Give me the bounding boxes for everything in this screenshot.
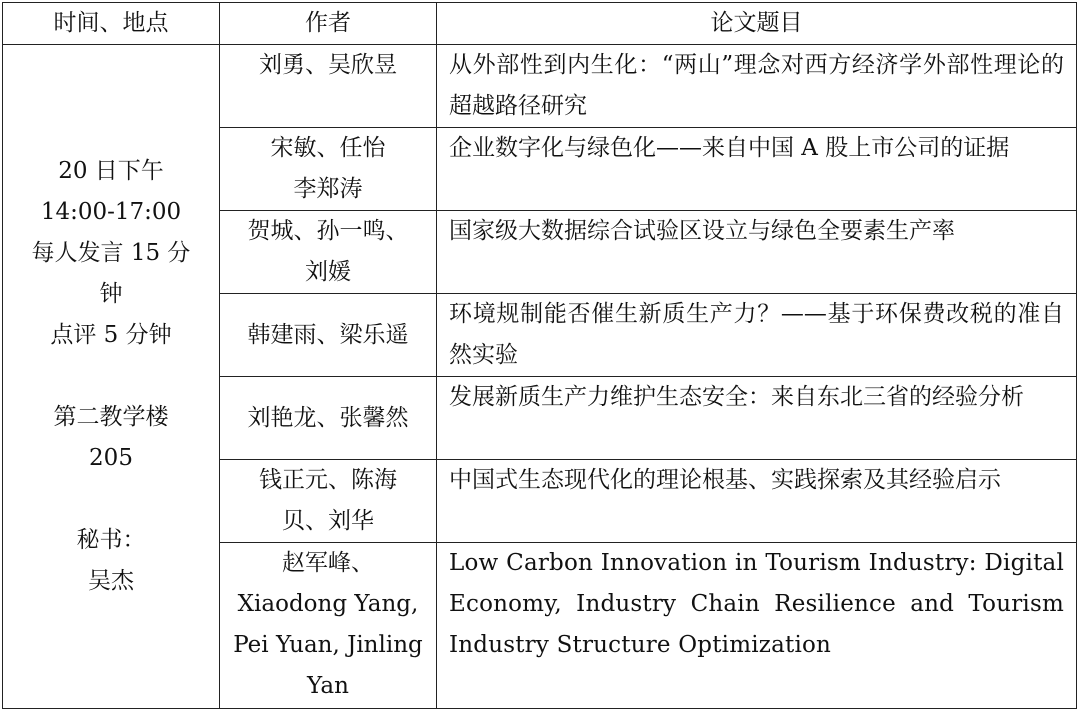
place-building: 第二教学楼 — [53, 404, 169, 430]
title-cell: 环境规制能否催生新质生产力？——基于环保费改税的准自然实验 — [437, 294, 1077, 377]
author-line: 李郑涛 — [293, 176, 363, 202]
author-cell — [220, 45, 437, 128]
speech-duration-cont: 钟 — [99, 281, 123, 307]
header-title: 论文题目 — [437, 3, 1077, 45]
session-date: 20 日下午 — [58, 158, 164, 184]
review-duration: 点评 5 分钟 — [50, 322, 172, 348]
author-line: 贺城、孙一鸣、 — [247, 218, 409, 244]
title-cell: 中国式生态现代化的理论根基、实践探索及其经验启示 — [437, 460, 1077, 543]
author-cell — [220, 211, 437, 294]
author-line: 赵军峰、 — [282, 550, 374, 576]
session-table — [2, 2, 1077, 709]
spacer — [9, 479, 213, 520]
author-line: 刘勇、吴欣昱 — [259, 52, 397, 78]
title-cell: 企业数字化与绿色化——来自中国 A 股上市公司的证据 — [437, 128, 1077, 211]
author-cell — [220, 543, 437, 709]
author-line: 贝、刘华 — [282, 508, 374, 534]
place-room: 205 — [89, 445, 133, 471]
secretary-label: 秘书： — [76, 527, 146, 553]
author-line: Yan — [307, 673, 349, 699]
author-cell — [220, 128, 437, 211]
session-info-cell — [3, 45, 220, 709]
author-line: Pei Yuan, Jinling — [233, 632, 423, 658]
author-line: 刘艳龙、张馨然 — [247, 404, 409, 431]
header-row — [3, 3, 1077, 45]
author-cell — [220, 460, 437, 543]
secretary-name: 吴杰 — [88, 568, 134, 594]
title-cell: 发展新质生产力维护生态安全：来自东北三省的经验分析 — [437, 377, 1077, 460]
author-line: 刘媛 — [305, 259, 351, 285]
spacer — [9, 356, 213, 397]
author-line: Xiaodong Yang, — [237, 591, 419, 617]
session-time: 14:00-17:00 — [40, 199, 182, 225]
speech-duration: 每人发言 15 分 — [31, 240, 191, 266]
title-cell: Low Carbon Innovation in Tourism Industry: Digital Economy, Industry Chain Resilience and Tourism Industry Structure Optimization — [437, 543, 1077, 709]
author-cell — [220, 377, 437, 460]
author-line: 钱正元、陈海 — [259, 467, 397, 493]
author-cell — [220, 294, 437, 377]
header-author: 作者 — [220, 3, 437, 45]
table-row — [3, 45, 1077, 128]
header-time-place: 时间、地点 — [3, 3, 220, 45]
author-line: 韩建雨、梁乐遥 — [247, 321, 409, 348]
author-line: 宋敏、任怡 — [270, 135, 386, 161]
title-cell: 从外部性到内生化：“两山”理念对西方经济学外部性理论的超越路径研究 — [437, 45, 1077, 128]
title-cell: 国家级大数据综合试验区设立与绿色全要素生产率 — [437, 211, 1077, 294]
